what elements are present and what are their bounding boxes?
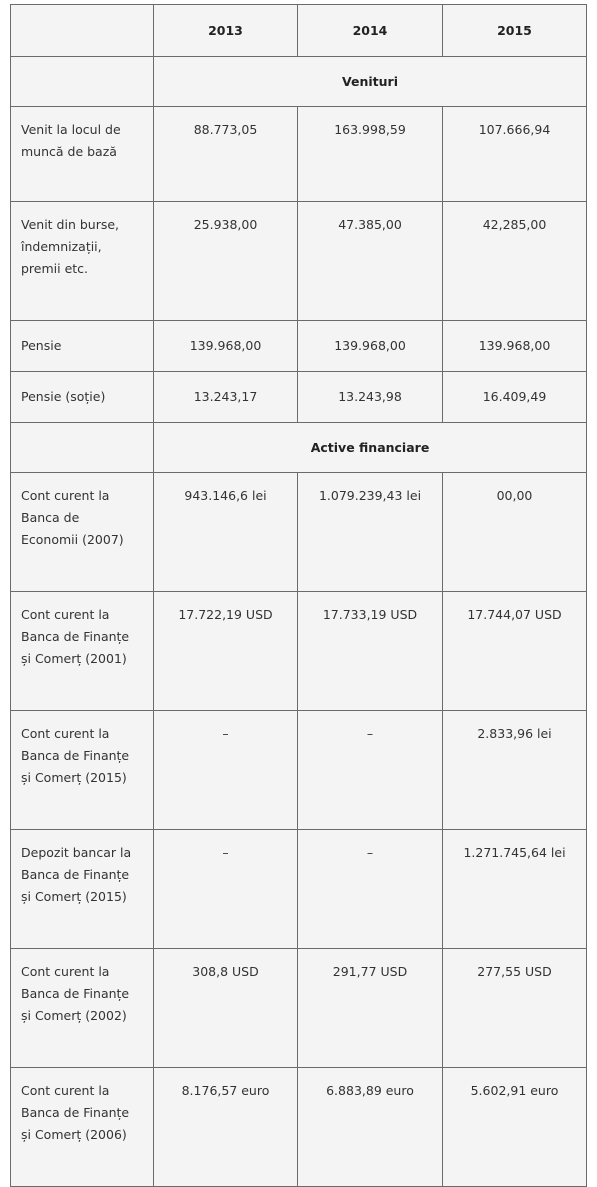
- value-2013: 943.146,6 lei: [154, 473, 298, 592]
- value-2014: –: [298, 830, 443, 949]
- row-label-line: Banca de Finanțe: [21, 748, 130, 763]
- value-2013: 17.722,19 USD: [154, 592, 298, 711]
- header-year-2013: 2013: [154, 5, 298, 57]
- value-2014: –: [298, 711, 443, 830]
- row-label-line: îndemnizații,: [21, 239, 102, 254]
- value-2015: 42,285,00: [443, 202, 587, 321]
- row-label: [11, 592, 154, 711]
- row-label-line: și Comerț (2001): [21, 651, 127, 666]
- row-label: Pensie: [11, 321, 154, 372]
- value-2015: 139.968,00: [443, 321, 587, 372]
- row-label-line: Depozit bancar la: [21, 845, 132, 860]
- value-2014: 139.968,00: [298, 321, 443, 372]
- table-row: [11, 830, 587, 949]
- row-label-line: Economii (2007): [21, 532, 124, 547]
- row-label-line: Banca de Finanțe: [21, 629, 130, 644]
- row-label: [11, 830, 154, 949]
- value-2014: 6.883,89 euro: [298, 1068, 443, 1187]
- value-2013: 8.176,57 euro: [154, 1068, 298, 1187]
- value-2015: 5.602,91 euro: [443, 1068, 587, 1187]
- row-label: [11, 473, 154, 592]
- table-row: [11, 473, 587, 592]
- row-label-line: Cont curent la: [21, 607, 110, 622]
- value-2015: 277,55 USD: [443, 949, 587, 1068]
- value-2014: 47.385,00: [298, 202, 443, 321]
- row-label: [11, 202, 154, 321]
- income-assets-table: [10, 4, 587, 1187]
- section-row-active-financiare: [11, 423, 587, 473]
- section-empty-cell: [11, 423, 154, 473]
- row-label: Pensie (soție): [11, 372, 154, 423]
- value-2013: 13.243,17: [154, 372, 298, 423]
- section-title-venituri: Venituri: [154, 57, 587, 107]
- header-row: [11, 5, 587, 57]
- row-label-line: și Comerț (2015): [21, 770, 127, 785]
- table-row: [11, 107, 587, 202]
- section-empty-cell: [11, 57, 154, 107]
- value-2014: 13.243,98: [298, 372, 443, 423]
- row-label-line: muncă de bază: [21, 144, 117, 159]
- row-label-line: Cont curent la: [21, 964, 110, 979]
- table-row: [11, 1068, 587, 1187]
- row-label-line: Banca de: [21, 510, 80, 525]
- table-row: [11, 321, 587, 372]
- row-label-line: premii etc.: [21, 261, 89, 276]
- table-row: [11, 949, 587, 1068]
- row-label-line: și Comerț (2015): [21, 889, 127, 904]
- row-label: [11, 711, 154, 830]
- row-label-line: Banca de Finanțe: [21, 986, 130, 1001]
- row-label-line: și Comerț (2002): [21, 1008, 127, 1023]
- value-2013: 308,8 USD: [154, 949, 298, 1068]
- row-label: [11, 949, 154, 1068]
- value-2013: –: [154, 711, 298, 830]
- section-title-active-financiare: Active financiare: [154, 423, 587, 473]
- row-label-line: Banca de Finanțe: [21, 867, 130, 882]
- value-2015: 17.744,07 USD: [443, 592, 587, 711]
- value-2015: 107.666,94: [443, 107, 587, 202]
- table-row: [11, 202, 587, 321]
- table-row: [11, 372, 587, 423]
- value-2015: 16.409,49: [443, 372, 587, 423]
- table-row: [11, 592, 587, 711]
- assets-table-container: [10, 4, 586, 1187]
- row-label: [11, 107, 154, 202]
- value-2014: 163.998,59: [298, 107, 443, 202]
- value-2013: 88.773,05: [154, 107, 298, 202]
- table-row: [11, 711, 587, 830]
- section-row-venituri: [11, 57, 587, 107]
- value-2015: 1.271.745,64 lei: [443, 830, 587, 949]
- row-label-line: Banca de Finanțe: [21, 1105, 130, 1120]
- row-label-line: și Comerț (2006): [21, 1127, 127, 1142]
- row-label-line: Cont curent la: [21, 726, 110, 741]
- row-label-line: Cont curent la: [21, 1083, 110, 1098]
- row-label: [11, 1068, 154, 1187]
- row-label-line: Venit la locul de: [21, 122, 121, 137]
- value-2014: 291,77 USD: [298, 949, 443, 1068]
- header-empty-cell: [11, 5, 154, 57]
- header-year-2015: 2015: [443, 5, 587, 57]
- header-year-2014: 2014: [298, 5, 443, 57]
- row-label-line: Cont curent la: [21, 488, 110, 503]
- value-2015: 00,00: [443, 473, 587, 592]
- row-label-line: Venit din burse,: [21, 217, 120, 232]
- value-2013: 25.938,00: [154, 202, 298, 321]
- value-2014: 17.733,19 USD: [298, 592, 443, 711]
- value-2013: –: [154, 830, 298, 949]
- value-2015: 2.833,96 lei: [443, 711, 587, 830]
- value-2013: 139.968,00: [154, 321, 298, 372]
- value-2014: 1.079.239,43 lei: [298, 473, 443, 592]
